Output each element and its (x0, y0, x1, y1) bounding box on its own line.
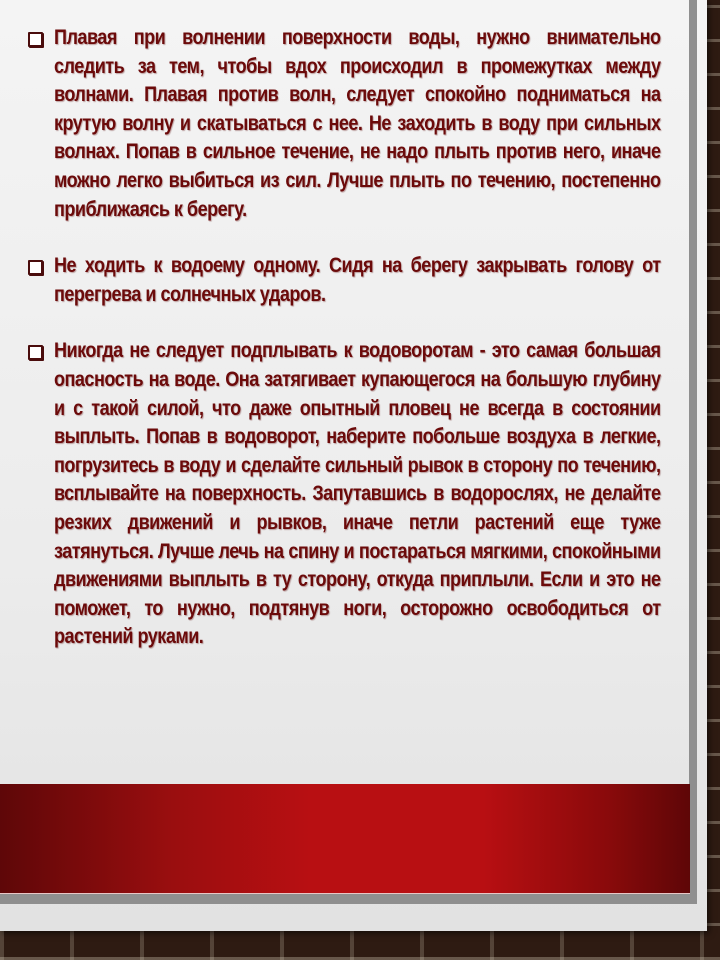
bullet-item-alone (28, 252, 662, 309)
frame-right-edge (689, 0, 697, 904)
bullet-text: Никогда не следует подплывать к водоворотам - это самая большая опасность на воде. Она затягивает купающегося на большую глубину и с такой силой, что даже опытный пловец не всегда в состоянии выплыть. Попав в водоворот, наберите побольше воздуха в легкие, погрузитесь в воду и сделайте сильный рывок в сторону по течению, всплывайте на поверхность. Запутавшись в водорослях, не делайте резких движений и рывков, иначе петли растений еще туже затянуться. Лучше лечь на спину и постараться мягкими, спокойными движениями выплыть в ту сторону, откуда приплыли. Если и это не поможет, то нужно, подтянув ноги, осторожно освободиться от растений руками. (54, 339, 661, 649)
bullet-text: Плавая при волнении поверхности воды, нужно внимательно следить за тем, чтобы вдох происходил в промежутках между волнами. Плавая против волн, следует спокойно подниматься на крутую волну и скатываться с нее. Не заходить в воду при сильных волнах. Попав в сильное течение, не надо плыть против него, иначе можно легко выбиться из сил. Лучше плыть по течению, постепенно приближаясь к берегу. (54, 26, 661, 221)
checkbox-square-icon (28, 32, 43, 47)
checkbox-square-icon (28, 260, 43, 275)
checkbox-square-icon (28, 345, 43, 360)
red-decorative-band (0, 784, 690, 894)
bullet-item-waves (28, 24, 662, 224)
bullet-list (28, 24, 662, 680)
frame-bottom-edge (0, 894, 697, 904)
bullet-item-whirlpools (28, 337, 662, 652)
bullet-text: Не ходить к водоему одному. Сидя на берегу закрывать голову от перегрева и солнечных ударов. (54, 254, 661, 306)
